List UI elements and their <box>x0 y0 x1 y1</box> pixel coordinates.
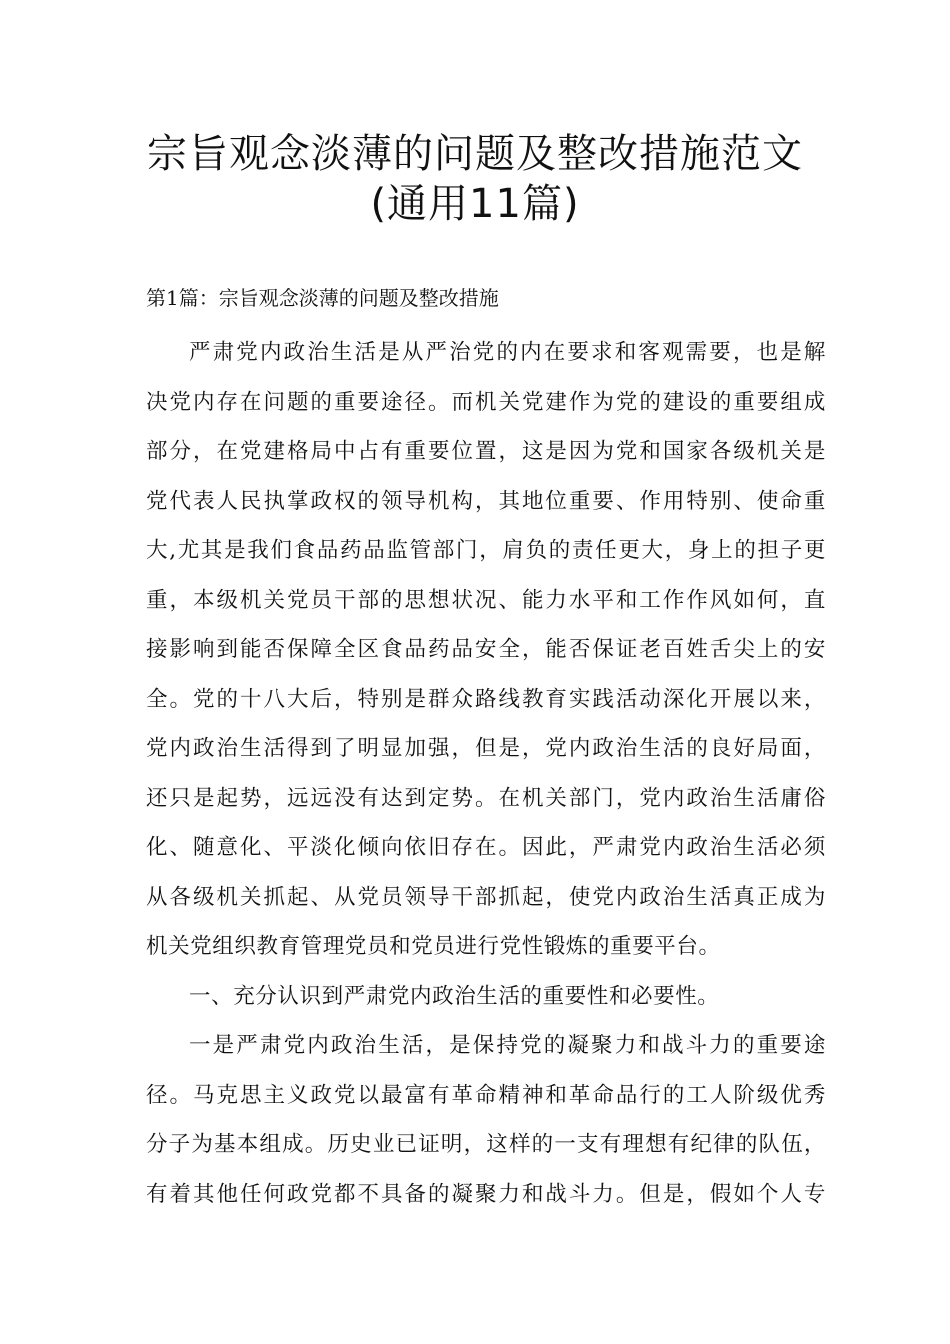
paragraph-line: 接影响到能否保障全区食品药品安全，能否保证老百姓舌尖上的安 <box>146 637 826 662</box>
paragraph-line: 机关党组织教育管理党员和党员进行党性锻炼的重要平台。 <box>146 934 721 959</box>
paragraph-line: 有着其他任何政党都不具备的凝聚力和战斗力。但是，假如个人专 <box>146 1181 826 1207</box>
paragraph-line: 严肃党内政治生活是从严治党的内在要求和客观需要，也是解 <box>189 340 826 365</box>
paragraph-line: 党代表人民执掌政权的领导机构，其地位重要、作用特别、使命重 <box>146 488 826 514</box>
paragraph-line: 部分，在党建格局中占有重要位置，这是因为党和国家各级机关是 <box>146 439 826 464</box>
paragraph-line: 还只是起势，远远没有达到定势。在机关部门，党内政治生活庸俗 <box>146 785 826 811</box>
paragraph-line: 从各级机关抓起、从党员领导干部抓起，使党内政治生活真正成为 <box>146 884 826 910</box>
paragraph-line: 化、随意化、平淡化倾向依旧存在。因此，严肃党内政治生活必须 <box>146 835 826 860</box>
paragraph-line: 决党内存在问题的重要途径。而机关党建作为党的建设的重要组成 <box>146 389 826 415</box>
paragraph-line: 一是严肃党内政治生活，是保持党的凝聚力和战斗力的重要途 <box>189 1033 826 1058</box>
subheading-line: 一、充分认识到严肃党内政治生活的重要性和必要性。 <box>189 983 720 1009</box>
paragraph-line: 径。马克思主义政党以最富有革命精神和革命品行的工人阶级优秀 <box>146 1082 826 1108</box>
paragraph-line: 党内政治生活得到了明显加强，但是，党内政治生活的良好局面， <box>146 736 826 761</box>
paragraph-line: 重，本级机关党员干部的思想状况、能力水平和工作作风如何，直 <box>146 587 826 613</box>
paragraph-line: 全。党的十八大后，特别是群众路线教育实践活动深化开展以来， <box>146 686 826 712</box>
paragraph-line: 大,尤其是我们食品药品监管部门，肩负的责任更大，身上的担子更 <box>146 538 826 563</box>
section-heading: 第1篇：宗旨观念淡薄的问题及整改措施 <box>146 286 499 310</box>
document-title-line-2: (通用11篇) <box>370 181 580 227</box>
paragraph-line: 分子为基本组成。历史业已证明，这样的一支有理想有纪律的队伍， <box>146 1132 826 1157</box>
document-title-line-1: 宗旨观念淡薄的问题及整改措施范文 <box>147 131 803 177</box>
body-text <box>146 333 826 1224</box>
